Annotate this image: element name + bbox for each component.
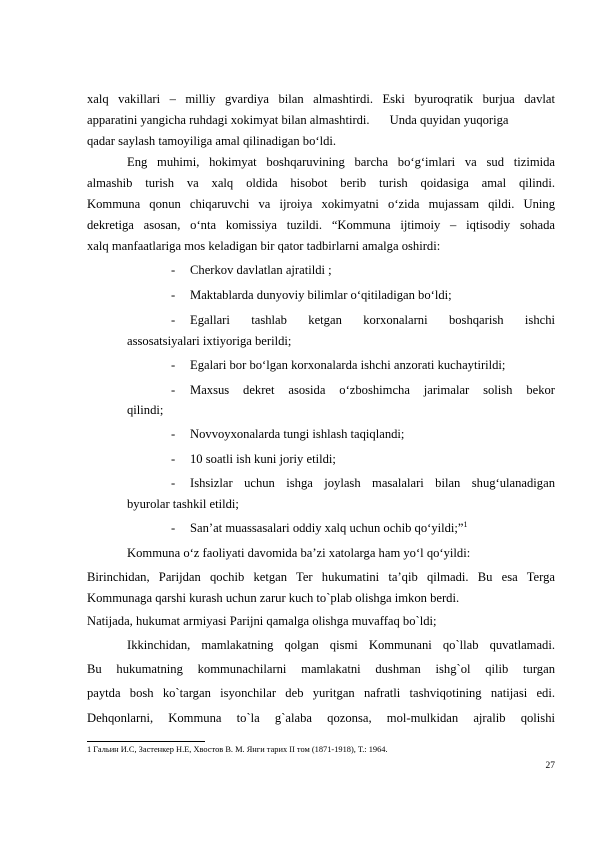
list-dash: - [171, 288, 176, 302]
paragraph-first-line: Kommuna o‘z faoliyati davomida ba’zi xatolarga ham yo‘l qo‘yildi: [127, 546, 471, 560]
list-dash: - [171, 521, 176, 535]
text-line [87, 112, 555, 128]
list-dash: - [171, 383, 176, 397]
list-dash: - [171, 313, 176, 327]
text-line: dekretiga asosan, o‘nta komissiya tuzildi. “Kommuna ijtimoiy – iqtisodiy sohada [87, 218, 555, 232]
paragraph-first-line: Ikkinchidan, mamlakatning qolgan qismi Kommunani qo`llab quvatlamadi. [127, 638, 555, 652]
list-item-continuation: byurolar tashkil etildi; [127, 497, 239, 511]
paragraph-first-line: Eng muhimi, hokimyat boshqaruvining barcha bo‘g‘imlari va sud tizimida [127, 155, 555, 169]
text-line: Natijada, hukumat armiyasi Parijni qamalga olishga muvaffaq bo`ldi; [87, 614, 437, 628]
list-item-continuation: assosatsiyalari ixtiyoriga berildi; [127, 334, 292, 348]
list-dash: - [171, 358, 176, 372]
text-line: paytda bosh ko`targan isyonchilar deb yuritgan nafratli tashviqotining natijasi edi. [87, 686, 555, 700]
text-line: xalq vakillari – milliy gvardiya bilan almashtirdi. Eski byuroqratik burjua davlat [87, 92, 555, 106]
list-item: Egallari tashlab ketgan korxonalarni boshqarish ishchi [190, 313, 555, 327]
list-item: 10 soatli ish kuni joriy etildi; [190, 452, 336, 466]
list-dash: - [171, 427, 176, 441]
text-line: Dehqonlarni, Kommuna to`la g`alaba qozonsa, mol-mulkidan ajralib qolishi [87, 711, 555, 725]
text-line: Kommuna qonun chiqaruvchi va ijroiya xokimyatni o‘zida mujassam qildi. Uning [87, 197, 555, 211]
text-line: qadar saylash tamoyiliga amal qilinadigan bo‘ldi. [87, 134, 337, 148]
list-item [190, 520, 555, 536]
text-segment: apparatini yangicha ruhdagi xokimyat bilan almashtirdi. [87, 113, 370, 127]
text-line: Bu hukumatning kommunachilarni mamlakatni dushman ishg`ol qilib turgan [87, 662, 555, 676]
text-line: almashib turish va xalq oldida hisobot berib turish qoidasiga amal qilindi. [87, 176, 555, 190]
footnote-ref: 1 [463, 519, 468, 529]
list-item: Novvoyxonalarda tungi ishlash taqiqlandi; [190, 427, 405, 441]
text-segment: Unda quyidan yuqoriga [389, 113, 509, 127]
list-item-text: San’at muassasalari oddiy xalq uchun ochib qo‘yildi;” [190, 521, 464, 535]
list-item: Egalari bor bo‘lgan korxonalarda ishchi anzorati kuchaytirildi; [190, 358, 506, 372]
list-dash: - [171, 476, 176, 490]
page-number: 27 [545, 761, 555, 771]
list-dash: - [171, 263, 176, 277]
text-line: Birinchidan, Parijdan qochib ketgan Ter hukumatini ta’qib qilmadi. Bu esa Terga [87, 570, 555, 584]
list-item: Maxsus dekret asosida o‘zboshimcha jarimalar solish bekor [190, 383, 555, 397]
list-item: Ishsizlar uchun ishga joylash masalalari bilan shug‘ulanadigan [190, 476, 555, 490]
list-item: Cherkov davlatlan ajratildi ; [190, 263, 332, 277]
footnote: 1 Гальин И.С, Застенкер Н.Е, Хвостов В. М. Янги тарих II том (1871-1918), Т.: 1964. [87, 745, 388, 754]
list-dash: - [171, 452, 176, 466]
text-line: xalq manfaatlariga mos keladigan bir qator tadbirlarni amalga oshirdi: [87, 239, 441, 253]
list-item-continuation: qilindi; [127, 403, 164, 417]
text-line: Kommunaga qarshi kurash uchun zarur kuch to`plab olishga imkon berdi. [87, 591, 460, 605]
list-item: Maktablarda dunyoviy bilimlar o‘qitiladigan bo‘ldi; [190, 288, 452, 302]
footnote-separator [87, 741, 205, 742]
